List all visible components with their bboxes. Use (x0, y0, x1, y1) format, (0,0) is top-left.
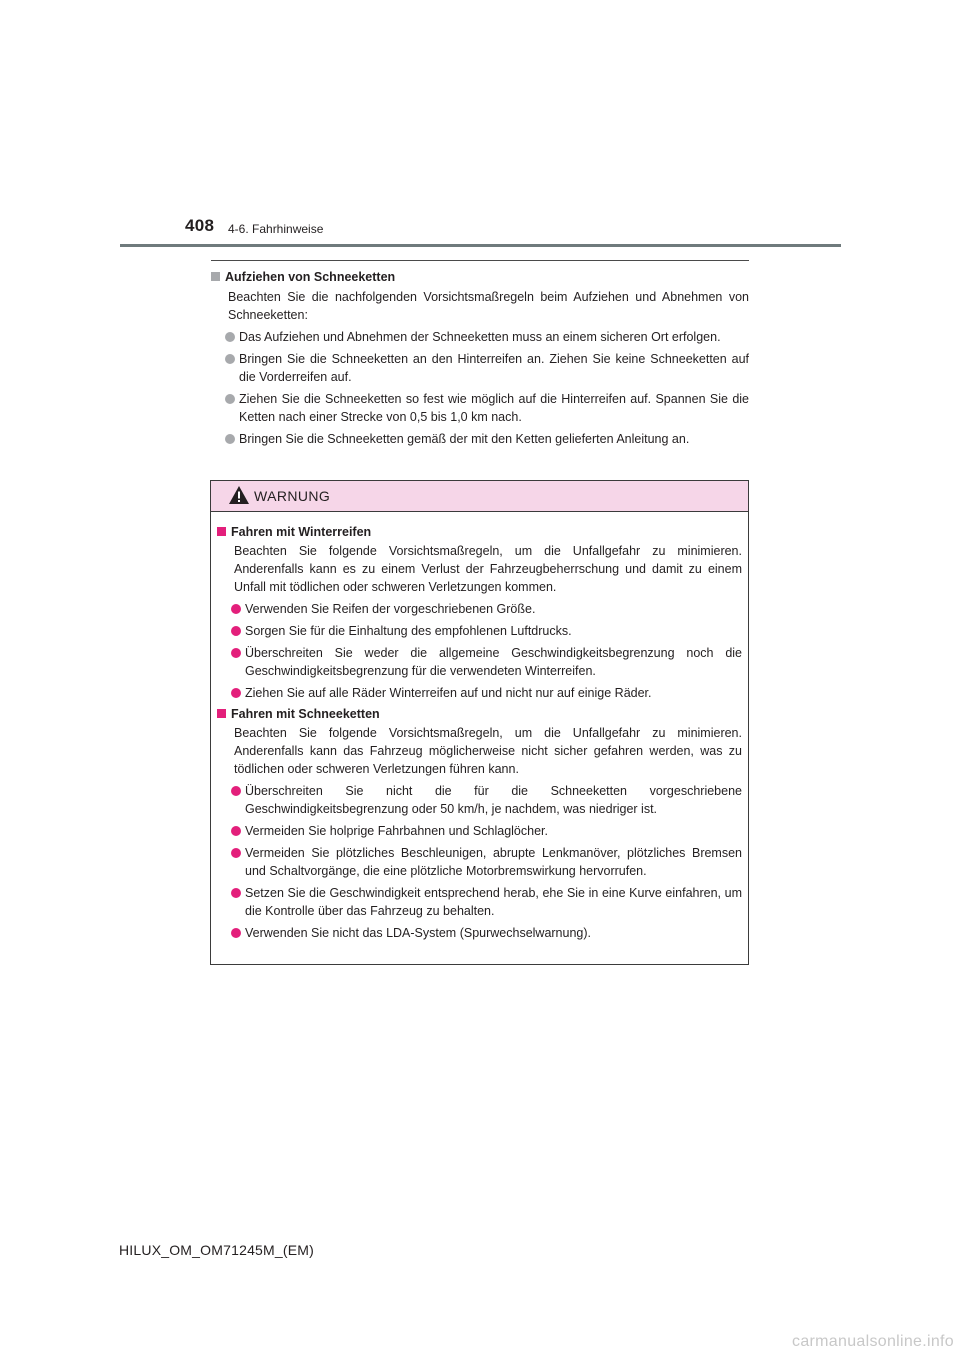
intro-paragraph: Beachten Sie die nachfolgenden Vorsichtsmaßregeln beim Aufziehen und Abnehmen von Schneeketten: (228, 290, 749, 322)
list-item-text: Bringen Sie die Schneeketten an den Hinterreifen an. Ziehen Sie keine Schneeketten auf die Vorderreifen auf. (239, 352, 749, 384)
list-item (217, 844, 742, 880)
main-content (211, 268, 749, 448)
bullet-dot-icon (231, 604, 241, 614)
square-bullet-icon (217, 527, 226, 536)
warning-section-heading (217, 705, 742, 723)
bullet-dot-icon (225, 354, 235, 364)
list-item-text: Das Aufziehen und Abnehmen der Schneeketten muss an einem sicheren Ort erfolgen. (239, 330, 721, 344)
warning-label: WARNUNG (254, 488, 331, 504)
list-item-text: Verwenden Sie Reifen der vorgeschriebenen Größe. (245, 602, 536, 616)
list-item-text: Überschreiten Sie weder die allgemeine Geschwindigkeitsbegrenzung noch die Geschwindigkeitsbegrenzung für die verwendeten Winterreifen. (245, 646, 742, 678)
list-item (217, 600, 742, 618)
warning-body (211, 512, 748, 942)
section-heading-text: Aufziehen von Schneeketten (225, 270, 396, 284)
list-item-text: Verwenden Sie nicht das LDA-System (Spurwechselwarnung). (245, 926, 592, 940)
section-heading (211, 268, 749, 286)
square-bullet-icon (211, 272, 220, 281)
watermark: carmanualsonline.info (792, 1333, 954, 1350)
page-number: 408 (185, 216, 215, 235)
list-item-text: Ziehen Sie die Schneeketten so fest wie möglich auf die Hinterreifen auf. Spannen Sie die Ketten nach einer Strecke von 0,5 bis 1,0 km nach. (239, 392, 749, 424)
list-item-text: Bringen Sie die Schneeketten gemäß der mit den Ketten gelieferten Anleitung an. (239, 432, 690, 446)
section-rule (211, 260, 749, 261)
warning-intro-paragraph: Beachten Sie folgende Vorsichtsmaßregeln, um die Unfallgefahr zu minimieren. Anderenfalls kann das Fahrzeug möglicherweise nicht sicher gefahren werden, was zu tödlichen oder schweren Verletzungen führen kann. (234, 726, 742, 776)
list-item (217, 884, 742, 920)
list-item (217, 782, 742, 818)
warning-section-heading-text: Fahren mit Schneeketten (231, 707, 380, 721)
section-title: 4-6. Fahrhinweise (228, 222, 324, 236)
list-item (217, 822, 742, 840)
list-item-text: Setzen Sie die Geschwindigkeit entsprechend herab, ehe Sie in eine Kurve einfahren, um die Kontrolle über das Fahrzeug zu behalten. (245, 886, 742, 918)
warning-intro-paragraph: Beachten Sie folgende Vorsichtsmaßregeln, um die Unfallgefahr zu minimieren. Anderenfalls kann es zu einem Verlust der Fahrzeugbeherrschung und damit zu einem Unfall mit tödlichen oder schweren Verletzungen kommen. (234, 544, 742, 594)
list-item-text: Ziehen Sie auf alle Räder Winterreifen auf und nicht nur auf einige Räder. (245, 686, 652, 700)
list-item-text: Vermeiden Sie holprige Fahrbahnen und Schlaglöcher. (245, 824, 548, 838)
list-item (217, 684, 742, 702)
list-item (211, 328, 749, 346)
list-item-text: Vermeiden Sie plötzliches Beschleunigen, abrupte Lenkmanöver, plötzliches Bremsen und Schaltvorgänge, die eine plötzliche Motorbremswirkung hervorrufen. (245, 846, 742, 878)
warning-triangle-icon (228, 485, 250, 505)
bullet-dot-icon (231, 826, 241, 836)
bullet-dot-icon (231, 888, 241, 898)
warning-section-heading-text: Fahren mit Winterreifen (231, 525, 372, 539)
bullet-dot-icon (231, 648, 241, 658)
bullet-dot-icon (231, 626, 241, 636)
bullet-dot-icon (231, 848, 241, 858)
list-item (217, 622, 742, 640)
list-item (217, 924, 742, 942)
list-item (211, 430, 749, 448)
bullet-dot-icon (231, 786, 241, 796)
square-bullet-icon (217, 709, 226, 718)
header-rule (120, 244, 841, 247)
list-item-text: Sorgen Sie für die Einhaltung des empfohlenen Luftdrucks. (245, 624, 572, 638)
bullet-dot-icon (231, 928, 241, 938)
list-item (211, 390, 749, 426)
list-item (211, 350, 749, 386)
warning-header (211, 481, 748, 512)
bullet-dot-icon (225, 394, 235, 404)
bullet-dot-icon (231, 688, 241, 698)
bullet-dot-icon (225, 434, 235, 444)
list-item-text: Überschreiten Sie nicht die für die Schneeketten vorgeschriebene Geschwindigkeitsbegrenzung oder 50 km/h, je nachdem, was niedriger ist. (245, 784, 742, 816)
document-id: HILUX_OM_OM71245M_(EM) (119, 1242, 315, 1258)
list-item (217, 644, 742, 680)
warning-box (210, 480, 749, 965)
warning-section-heading (217, 523, 742, 541)
bullet-dot-icon (225, 332, 235, 342)
